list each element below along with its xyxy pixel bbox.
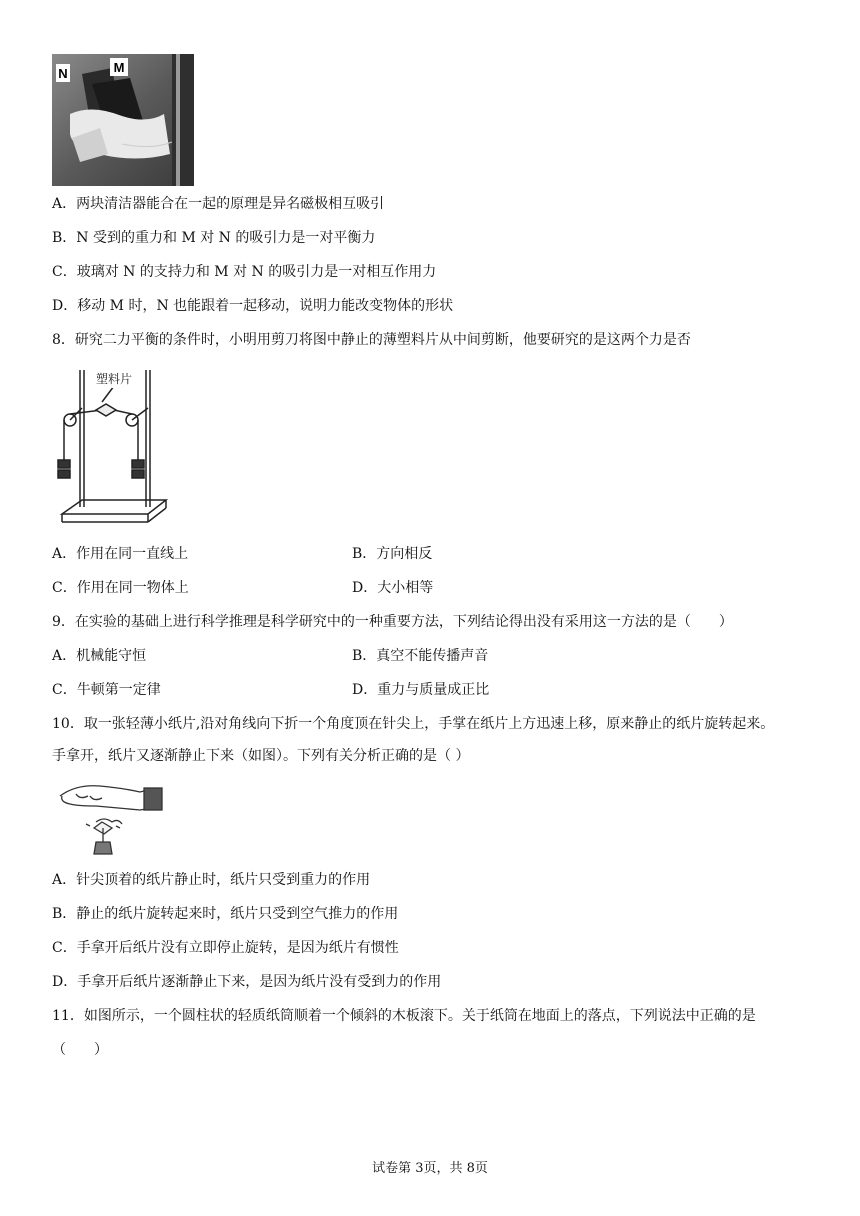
q9-stem: 9．在实验的基础上进行科学推理是科学研究中的一种重要方法，下列结论得出没有采用这一方法的是（ ）	[52, 614, 733, 630]
q7-option-d: D．移动 M 时，N 也能跟着一起移动，说明力能改变物体的形状	[52, 298, 454, 314]
q8-option-b: B．方向相反	[352, 546, 433, 562]
q9-option-b: B．真空不能传播声音	[352, 648, 489, 664]
q10-option-a: A．针尖顶着的纸片静止时，纸片只受到重力的作用	[52, 872, 371, 888]
q8-option-c: C．作用在同一物体上	[52, 580, 189, 596]
q7-option-b: B．N 受到的重力和 M 对 N 的吸引力是一对平衡力	[52, 230, 376, 246]
q10-option-b: B．静止的纸片旋转起来时，纸片只受到空气推力的作用	[52, 906, 399, 922]
hand-paper-needle-figure	[56, 776, 166, 862]
q9-option-d: D．重力与质量成正比	[352, 682, 490, 698]
q7-option-a: A．两块清洁器能合在一起的原理是异名磁极相互吸引	[52, 196, 385, 212]
q8-stem: 8．研究二力平衡的条件时，小明用剪刀将图中静止的薄塑料片从中间剪断，他要研究的是这两个力是否	[52, 332, 691, 348]
balance-apparatus-figure	[52, 364, 170, 526]
q8-option-a: A．作用在同一直线上	[52, 546, 189, 562]
q11-stem-line2: （ ）	[52, 1042, 108, 1058]
q10-option-d: D．手拿开后纸片逐渐静止下来，是因为纸片没有受到力的作用	[52, 974, 442, 990]
label-n: N	[58, 66, 68, 81]
plastic-piece-label: 塑料片	[95, 372, 133, 386]
q9-option-c: C．牛顿第一定律	[52, 682, 161, 698]
q9-option-a: A．机械能守恒	[52, 648, 147, 664]
magnetic-cleaner-photo	[52, 54, 194, 186]
q11-stem-line1: 11．如图所示，一个圆柱状的轻质纸筒顺着一个倾斜的木板滚下。关于纸筒在地面上的落点，下列说法中正确的是	[52, 1008, 756, 1024]
q8-option-d: D．大小相等	[352, 580, 434, 596]
q10-stem-line1: 10．取一张轻薄小纸片,沿对角线向下折一个角度顶在针尖上，手掌在纸片上方迅速上移，原来静止的纸片旋转起来。	[52, 716, 775, 732]
q10-stem-line2: 手拿开，纸片又逐渐静止下来（如图）。下列有关分析正确的是（ ）	[52, 748, 470, 764]
q10-option-c: C．手拿开后纸片没有立即停止旋转，是因为纸片有惯性	[52, 940, 399, 956]
label-m: M	[113, 60, 125, 75]
page-footer: 试卷第 3页，共 8页	[372, 1161, 488, 1176]
q7-option-c: C．玻璃对 N 的支持力和 M 对 N 的吸引力是一对相互作用力	[52, 264, 437, 280]
